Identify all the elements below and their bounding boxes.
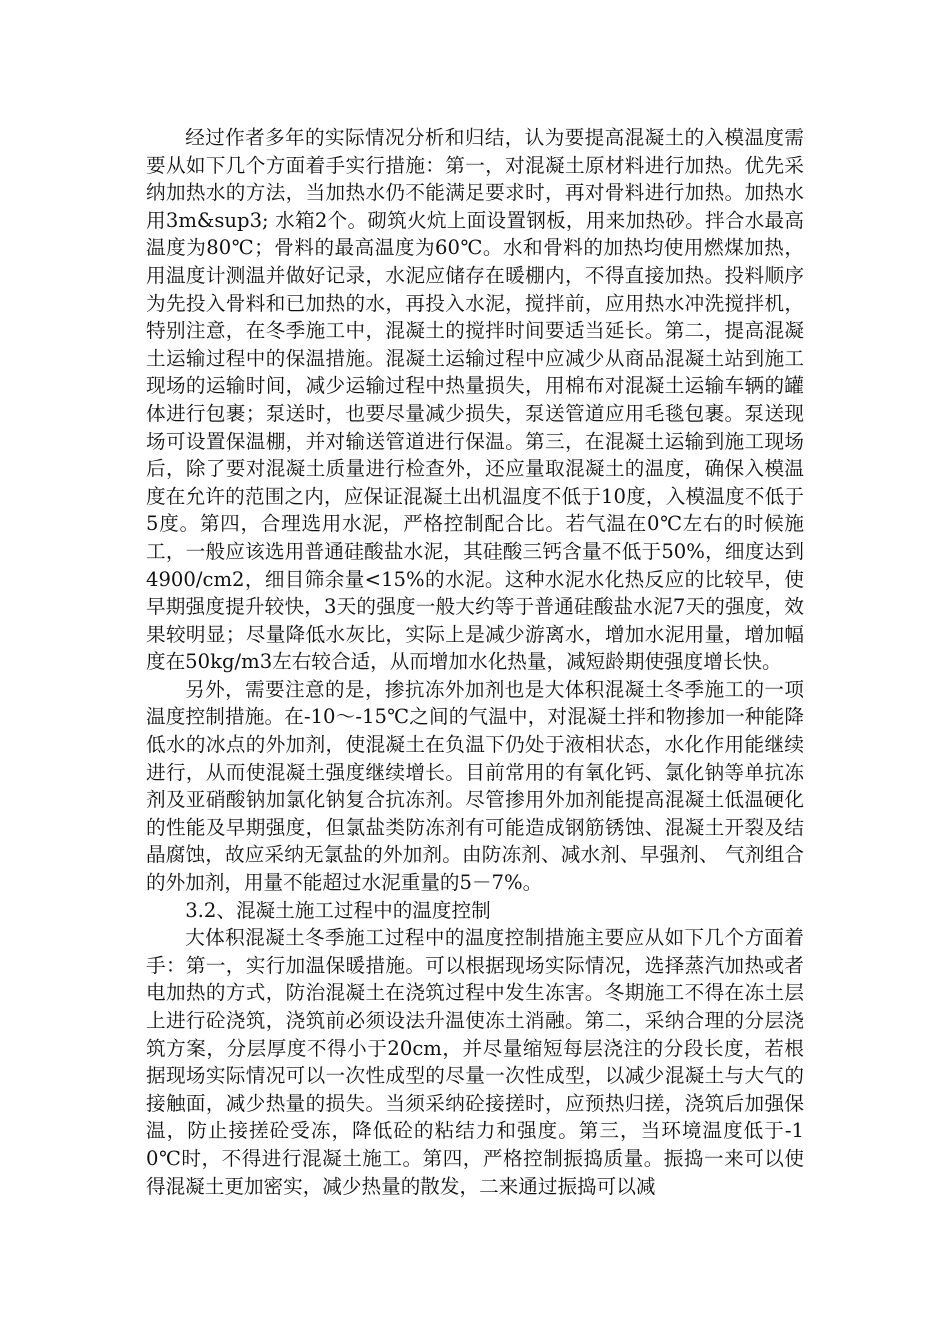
paragraph-construction-temperature-control: 大体积混凝土冬季施工过程中的温度控制措施主要应从如下几个方面着手：第一，实行加温保暖措施。可以根据现场实际情况，选择蒸汽加热或者电加热的方式，防治混凝土在浇筑过程中发生冻害。冬期施工不得在冻土层上进行砼浇筑，浇筑前必须设法升温使冻土消融。第二，采纳合理的分层浇筑方案，分层厚度不得小于20cm，并尽量缩短每层浇注的分段长度，若根据现场实际情况可以一次性成型的尽量一次性成型，以减少混凝土与大气的接触面，减少热量的损失。当须采纳砼接搓时，应预热归搓，浇筑后加强保温，防止接搓砼受冻，降低砼的粘结力和强度。第三，当环境温度低于-10℃时，不得进行混凝土施工。第四，严格控制振捣质量。振捣一来可以使得混凝土更加密实，减少热量的散发，二来通过振捣可以减 bbox=[146, 926, 804, 1198]
document-body bbox=[146, 124, 804, 1200]
paragraph-antifreeze-admixture: 另外，需要注意的是，掺抗冻外加剂也是大体积混凝土冬季施工的一项温度控制措施。在-10～-15℃之间的气温中，对混凝土拌和物掺加一种能降低水的冰点的外加剂，使混凝土在负温下仍处于液相状态，水化作用能继续进行，从而使混凝土强度继续增长。目前常用的有氧化钙、氯化钠等单抗冻剂及亚硝酸钠加氯化钠复合抗冻剂。尽管掺用外加剂能提高混凝土低温硬化的性能及早期强度，但氯盐类防冻剂有可能造成钢筋锈蚀、混凝土开裂及结晶腐蚀，故应采纳无氯盐的外加剂。由防冻剂、减水剂、早强剂、 气剂组合的外加剂，用量不能超过水泥重量的5－7%。 bbox=[146, 677, 804, 895]
section-heading-3-2: 3.2、混凝土施工过程中的温度控制 bbox=[185, 898, 491, 922]
paragraph-raw-material-heating: 经过作者多年的实际情况分析和归结，认为要提高混凝土的入模温度需要从如下几个方面着手实行措施：第一，对混凝土原材料进行加热。优先采纳加热水的方法，当加热水仍不能满足要求时，再对骨料进行加热。加热水用3m&sup3; 水箱2个。砌筑火炕上面设置钢板，用来加热砂。拌合水最高温度为80℃；骨料的最高温度为60℃。水和骨料的加热均使用燃煤加热，用温度计测温并做好记录，水泥应储存在暖棚内，不得直接加热。投料顺序为先投入骨料和已加热的水，再投入水泥，搅拌前，应用热水冲洗搅拌机，特别注意，在冬季施工中，混凝土的搅拌时间要适当延长。第二，提高混凝土运输过程中的保温措施。混凝土运输过程中应减少从商品混凝土站到施工现场的运输时间，减少运输过程中热量损失，用棉布对混凝土运输车辆的罐体进行包裹；泵送时，也要尽量减少损失，泵送管道应用毛毯包裹。泵送现场可设置保温棚，并对输送管道进行保温。第三，在混凝土运输到施工现场后，除了要对混凝土质量进行检查外，还应量取混凝土的温度，确保入模温度在允许的范围之内，应保证混凝土出机温度不低于10度，入模温度不低于5度。第四，合理选用水泥，严格控制配合比。若气温在0℃左右的时候施工，一般应该选用普通硅酸盐水泥，其硅酸三钙含量不低于50%，细度达到4900/cm2，细目筛余量<15%的水泥。这种水泥水化热反应的比较早，使早期强度提升较快，3天的强度一般大约等于普通硅酸盐水泥7天的强度，效果较明显；尽量降低水灰比，实际上是减少游离水，增加水泥用量，增加幅度在50kg/m3左右较合适，从而增加水化热量，减短龄期使强度增长快。 bbox=[146, 126, 804, 674]
